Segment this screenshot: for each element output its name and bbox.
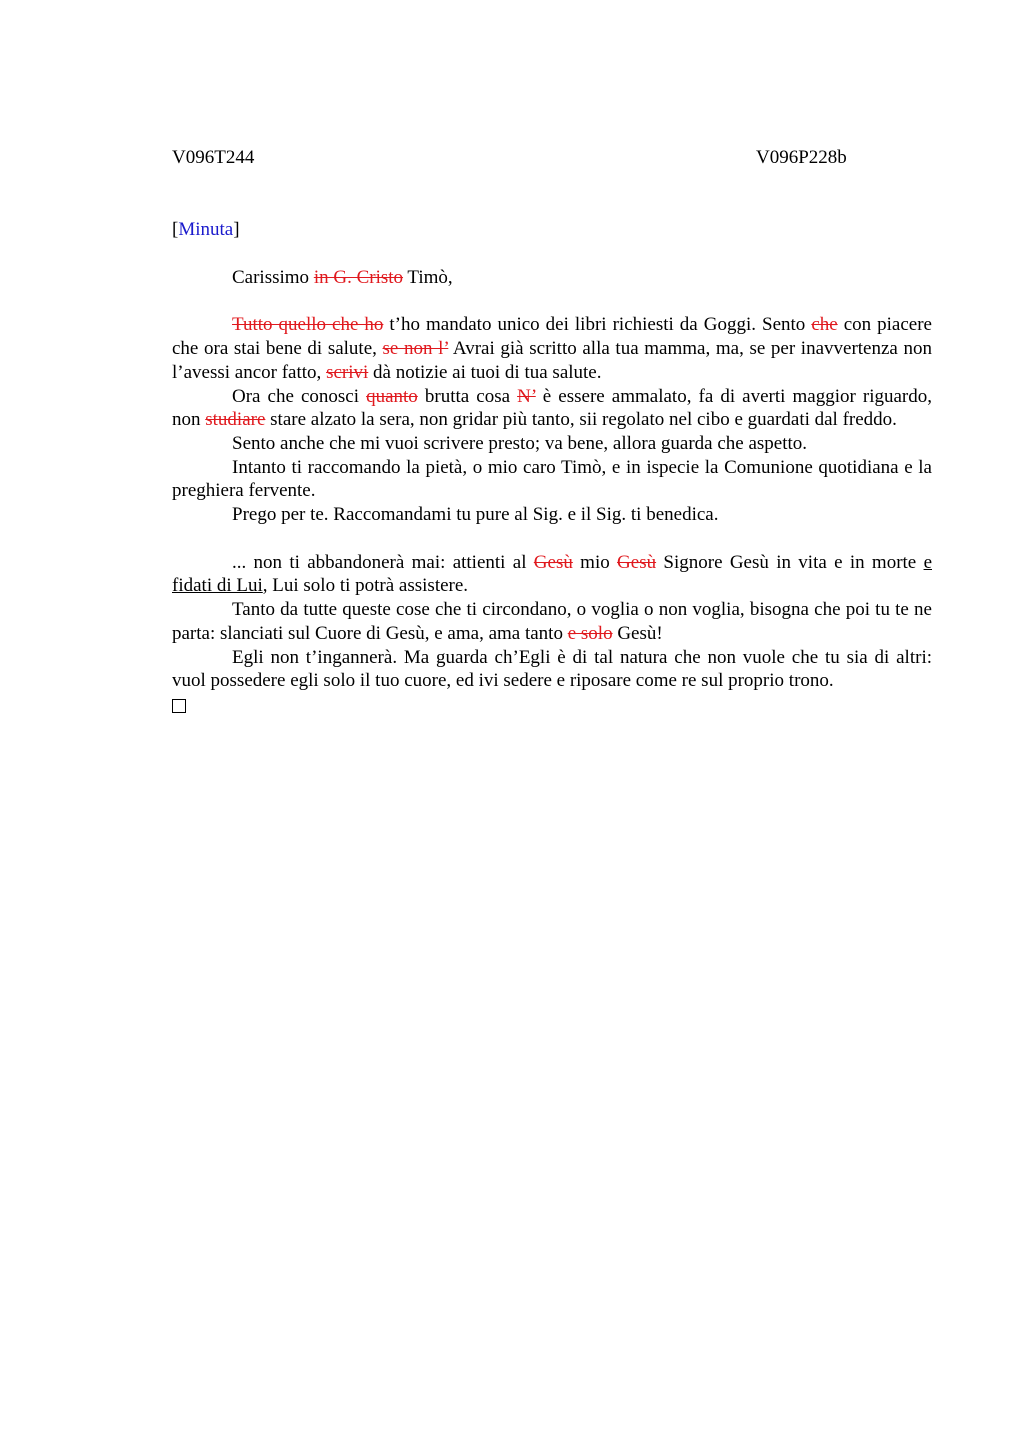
- body-text: Avrai già scritto alla tua mamma, ma, se per inavvertenza non l’avessi ancor fatto,: [172, 338, 932, 383]
- end-square-icon: [172, 699, 186, 713]
- body-text: mio: [572, 551, 618, 573]
- salutation: [172, 266, 932, 290]
- paragraph-7: [172, 598, 932, 645]
- paragraph-1: [172, 313, 932, 384]
- paragraph-5: Prego per te. Raccomandami tu pure al Sig. e il Sig. ti benedica.: [232, 504, 719, 526]
- minuta-link[interactable]: Minuta: [178, 219, 234, 240]
- header: [172, 146, 932, 170]
- body-text: brutta cosa: [417, 385, 518, 407]
- body-text: Tanto da tutte queste cose che ti circondano, o voglia o non voglia, bisogna che poi tu te ne parta: slanciati sul Cuore di Gesù, e ama, ama tanto: [172, 599, 932, 644]
- body-text: , Lui solo ti potrà assistere.: [262, 575, 469, 597]
- deleted-text: Gesù: [617, 551, 657, 573]
- body-text: Gesù!: [612, 622, 663, 644]
- minuta-label: [172, 218, 932, 242]
- body-text: è essere ammalato, fa di averti maggior riguardo, non: [172, 385, 932, 431]
- body-text: ... non ti abbandonerà mai: attienti al: [232, 551, 534, 573]
- document-page: [172, 146, 932, 720]
- body-text: dà notizie ai tuoi di tua salute.: [368, 361, 602, 383]
- underlined-text: e fidati di Lui: [172, 551, 932, 597]
- deleted-text: se non l’: [382, 338, 449, 360]
- end-marker: [172, 693, 932, 720]
- paragraph-3: Sento anche che mi vuoi scrivere presto; va bene, allora guarda che aspetto.: [232, 432, 808, 454]
- body-text: Signore Gesù in vita e in morte: [656, 551, 924, 573]
- deleted-text: che: [811, 314, 838, 336]
- deleted-text: e solo: [567, 622, 613, 644]
- deleted-text: Tutto quello che ho: [232, 314, 384, 336]
- deleted-text: in G. Cristo: [313, 266, 404, 288]
- body-text: t’ho mandato unico dei libri richiesti da Goggi. Sento: [383, 314, 812, 336]
- minuta-open-bracket: [: [172, 219, 179, 240]
- deleted-text: scrivi: [326, 361, 369, 383]
- minuta-close-bracket: ]: [233, 219, 240, 240]
- page-id: V096P228b: [756, 147, 847, 168]
- document-id: V096T244: [172, 147, 255, 168]
- paragraph-2: [172, 385, 932, 432]
- deleted-text: studiare: [205, 409, 266, 431]
- salutation-text: Timò,: [403, 266, 453, 288]
- deleted-text: N’: [517, 385, 536, 407]
- body-text: Ora che conosci: [232, 385, 367, 407]
- salutation-text: Carissimo: [232, 266, 314, 288]
- deleted-text: quanto: [366, 385, 418, 407]
- paragraph-4: Intanto ti raccomando la pietà, o mio caro Timò, e in ispecie la Comunione quotidiana e la preghiera fervente.: [172, 456, 932, 502]
- paragraph-6: [172, 551, 932, 598]
- paragraph-8: Egli non t’ingannerà. Ma guarda ch’Egli è di tal natura che non vuole che tu sia di altri: vuol possedere egli solo il tuo cuore, ed ivi sedere e riposare come re sul proprio trono.: [172, 646, 932, 692]
- deleted-text: Gesù: [533, 551, 573, 573]
- body-text: stare alzato la sera, non gridar più tanto, sii regolato nel cibo e guardati dal freddo.: [265, 409, 897, 431]
- body-text: con piacere che ora stai bene di salute,: [172, 314, 932, 360]
